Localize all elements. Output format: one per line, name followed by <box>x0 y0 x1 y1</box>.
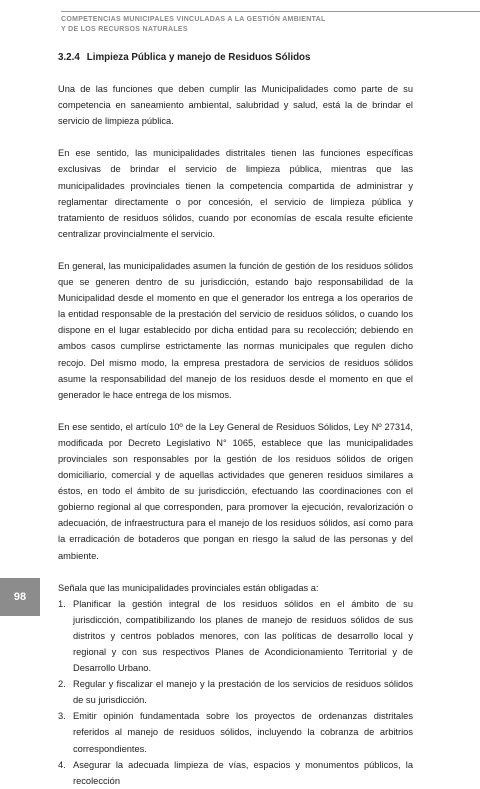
list-item-text: Planificar la gestión integral de los residuos sólidos en el ámbito de su jurisdicción, compatibilizando los planes de manejo de residuos sólidos de sus distritos y centros poblados menores, con las políticas de desarrollo local y regional y con sus respectivos Planes de Acondicionamiento Territorial y de Desarrollo Urbano. <box>73 598 413 674</box>
list-item <box>58 757 413 789</box>
section-title: Limpieza Pública y manejo de Residuos Sólidos <box>86 52 311 63</box>
section-heading <box>58 50 413 66</box>
list-intro: Señala que las municipalidades provinciales están obligadas a: <box>58 582 319 593</box>
page-number-tab <box>0 578 40 616</box>
page-number: 98 <box>13 591 27 603</box>
paragraph-3: En general, las municipalidades asumen la función de gestión de los residuos sólidos que se generen dentro de su jurisdicción, estando bajo responsabilidad de la Municipalidad desde el momento en que el generador los entrega a los operarios de la entidad responsable de la prestación del servicio de residuos sólidos, o cuando los dispone en el lugar establecido por dicha entidad para su recolección; debiendo en ambos casos cumplirse estrictamente las normas municipales que regulen dicho recojo. Del mismo modo, la empresa prestadora de servicios de residuos sólidos asume la responsabilidad del manejo de los residuos desde el momento en que el generador le hace entrega de los mismos. <box>58 260 413 400</box>
list-item-number: 4. <box>58 759 66 770</box>
paragraph-2: En ese sentido, las municipalidades distritales tienen las funciones específicas exclusivas de brindar el servicio de limpieza pública, mientras que las municipalidades provinciales tienen la competencia compartida de administrar y reglamentar directamente o por concesión, el servicio de limpieza pública y tratamiento de residuos sólidos, cuando por economías de escala resulte eficiente centralizar provincialmente el servicio. <box>58 148 413 239</box>
list-item-text: Asegurar la adecuada limpieza de vías, espacios y monumentos públicos, la recolección <box>73 759 413 786</box>
list-item-number: 1. <box>58 598 66 609</box>
list-item-number: 2. <box>58 679 66 690</box>
list-item <box>58 708 413 756</box>
page-body <box>58 50 413 789</box>
running-header <box>61 15 461 35</box>
list-item <box>58 596 413 676</box>
list-item-text: Emitir opinión fundamentada sobre los proyectos de ordenanzas distritales referidos al manejo de residuos sólidos, incluyendo la cobranza de arbitrios correspondientes. <box>73 711 413 754</box>
list-item-text: Regular y fiscalizar el manejo y la prestación de los servicios de residuos sólidos de su jurisdicción. <box>73 679 413 706</box>
obligations-list <box>58 596 413 789</box>
list-item <box>58 676 413 708</box>
paragraph-4: En ese sentido, el artículo 10º de la Ley General de Residuos Sólidos, Ley Nº 27314, modificada por Decreto Legislativo N° 1065, establece que las municipalidades provinciales son responsables por la gestión de los residuos sólidos de origen domiciliario, comercial y de aquellas actividades que generen residuos similares a éstos, en todo el ámbito de su jurisdicción, efectuando las coordinaciones con el gobierno regional al que corresponden, para promover la ejecución, revalorización o adecuación, de infraestructura para el manejo de los residuos sólidos, así como para la erradicación de botaderos que pongan en riesgo la salud de las personas y del ambiente. <box>58 421 413 561</box>
header-rule <box>61 11 480 12</box>
running-header-line-2: Y DE LOS RECURSOS NATURALES <box>61 26 188 33</box>
running-header-line-1: COMPETENCIAS MUNICIPALES VINCULADAS A LA GESTIÓN AMBIENTAL <box>61 16 326 23</box>
paragraph-1: Una de las funciones que deben cumplir las Municipalidades como parte de su competencia en saneamiento ambiental, salubridad y salud, está la de brindar el servicio de limpieza pública. <box>58 84 413 127</box>
section-number: 3.2.4 <box>58 52 80 63</box>
list-item-number: 3. <box>58 711 66 722</box>
